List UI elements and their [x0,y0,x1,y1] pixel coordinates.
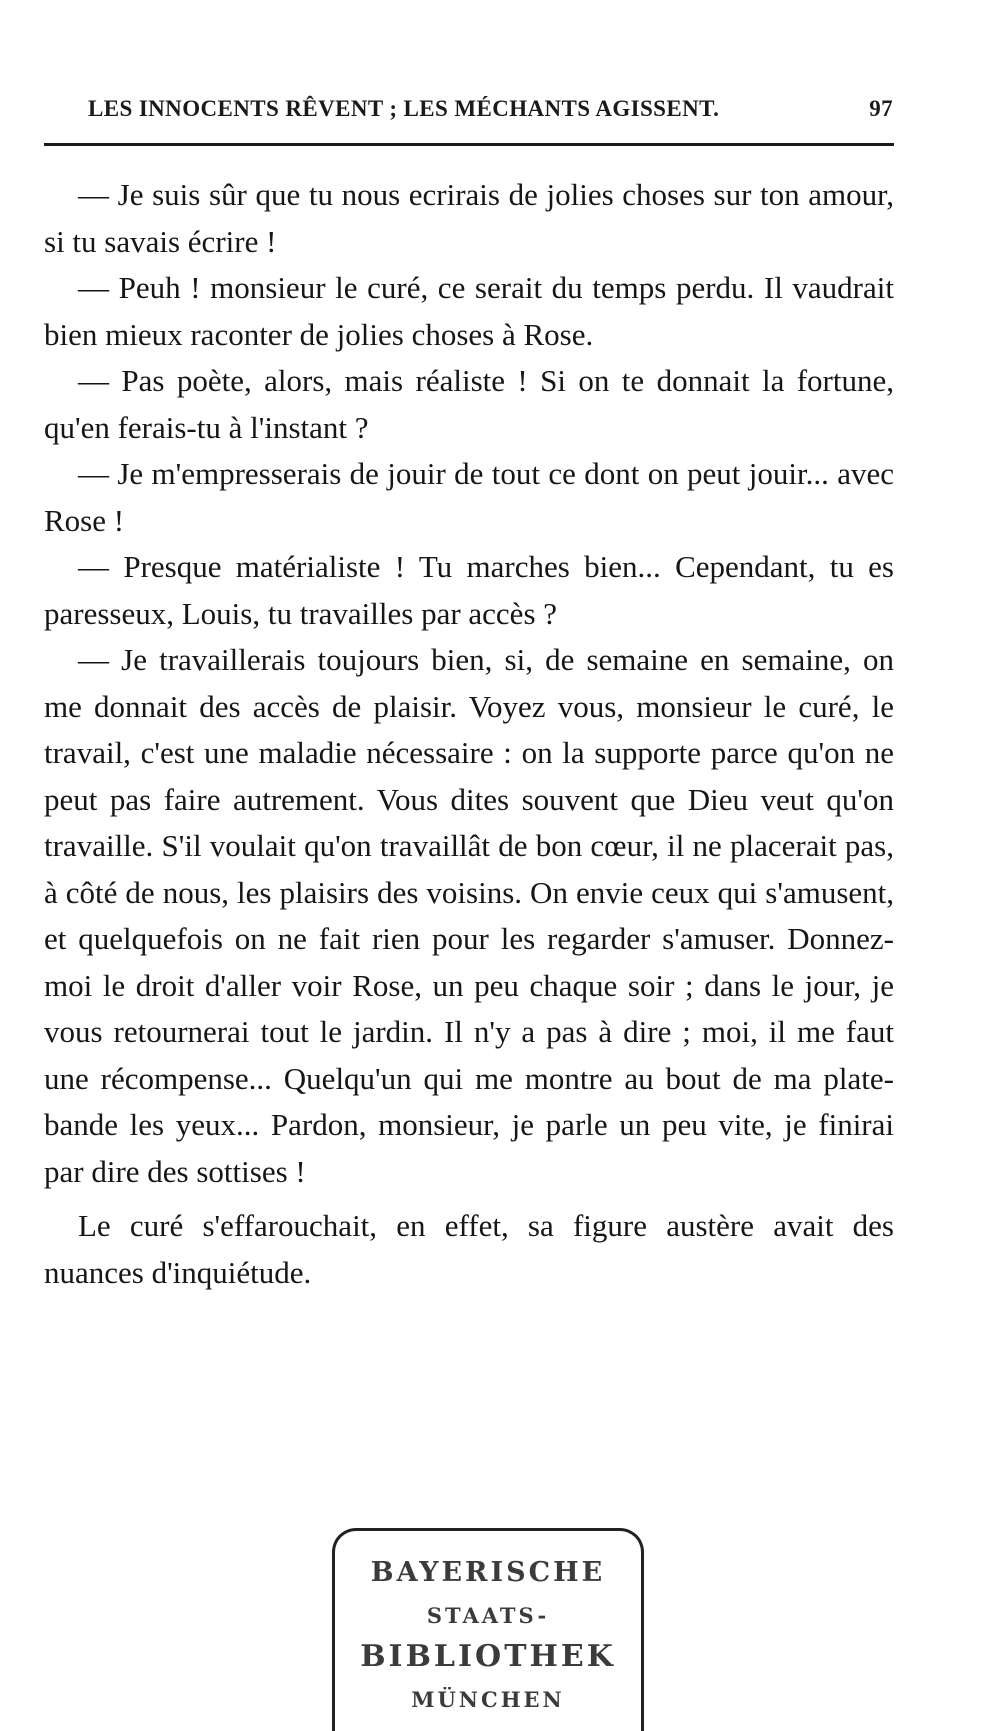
stamp-line-1: BAYERISCHE [370,1557,606,1588]
header-rule [44,143,894,146]
running-head [88,96,893,122]
stamp-line-2: STAATS- [426,1603,550,1628]
stamp-line-4: MÜNCHEN [411,1687,565,1712]
paragraph-3: — Pas poète, alors, mais réaliste ! Si on te donnait la fortune, qu'en ferais-tu à l'instant ? [44,363,894,445]
body-text [44,172,894,1296]
paragraph-1: — Je suis sûr que tu nous ecrirais de jolies choses sur ton amour, si tu savais écrire ! [44,177,894,259]
running-title: LES INNOCENTS RÊVENT ; LES MÉCHANTS AGISSENT. [88,96,720,121]
paragraph-5: — Presque matérialiste ! Tu marches bien... Cependant, tu es paresseux, Louis, tu travailles par accès ? [44,549,894,631]
paragraph-6: — Je travaillerais toujours bien, si, de semaine en semaine, on me donnait des accès de plaisir. Voyez vous, monsieur le curé, le travail, c'est une maladie nécessaire : on la supporte parce qu'on ne peut pas faire autrement. Vous dites souvent que Dieu veut qu'on travaille. S'il voulait qu'on travaillât de bon cœur, il ne placerait pas, à côté de nous, les plaisirs des voisins. On envie ceux qui s'amusent, et quelquefois on ne fait rien pour les regarder s'amuser. Donnez-moi le droit d'aller voir Rose, un peu chaque soir ; dans le jour, je vous retournerai tout le jardin. Il n'y a pas à dire ; moi, il me faut une récompense... Quelqu'un qui me montre au bout de ma plate-bande les yeux... Pardon, monsieur, je parle un peu vite, je finirai par dire des sottises ! [44,642,894,1189]
paragraph-4: — Je m'empresserais de jouir de tout ce dont on peut jouir... avec Rose ! [44,456,894,538]
paragraph-2: — Peuh ! monsieur le curé, ce serait du temps perdu. Il vaudrait bien mieux raconter de jolies choses à Rose. [44,270,894,352]
stamp-line-3: BIBLIOTHEK [360,1639,616,1674]
library-stamp [332,1528,644,1731]
paragraph-7: Le curé s'effarouchait, en effet, sa figure austère avait des nuances d'inquiétude. [44,1208,894,1290]
page-number: 97 [869,96,893,121]
